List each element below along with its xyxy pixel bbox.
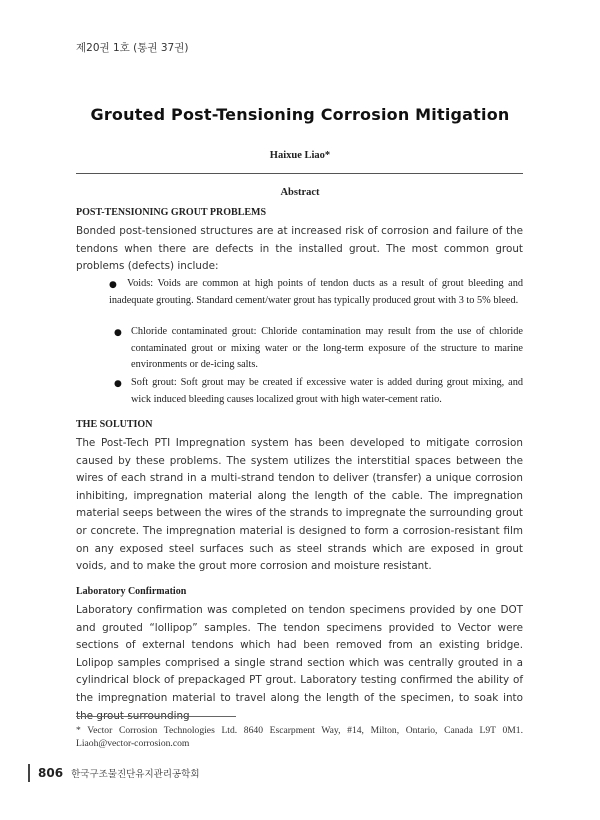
problems-intro-paragraph: Bonded post-tensioned structures are at increased risk of corrosion and failure of the tendons when there are defects in the installed grout. The most common grout problems (defects) include:: [76, 225, 523, 273]
title-divider: [76, 173, 523, 174]
footer-bar: [28, 764, 30, 782]
author-name: Haixue Liao*: [269, 150, 331, 161]
author-footnote: * Vector Corrosion Technologies Ltd. 8640 Escarpment Way, #14, Milton, Ontario, Canada L9T 0M1. Liaoh@vector-corrosion.com: [76, 725, 523, 749]
lab-paragraph: Laboratory confirmation was completed on tendon specimens provided by one DOT and grouted “lollipop” samples. The tendon specimens provided to Vector were sections of external tendons which had been removed from an existing bridge. Lolipop samples comprised a single strand section which was centrally grouted in a cylindrical block of prepackaged PT grout. Laboratory testing confirmed the ability of the impregnation material to travel along the length of the specimen, to soak into the grout surrounding: [76, 604, 523, 722]
section-heading-lab: Laboratory Confirmation: [76, 586, 187, 597]
bullet-chloride: Chloride contaminated grout: Chloride contamination may result from the use of chloride contaminated grout or mixing water or the long-term exposure of the structure to marine environments or de-icing salts.: [131, 326, 523, 371]
paper-title: Grouted Post-Tensioning Corrosion Mitigation: [90, 105, 510, 124]
section-heading-solution: THE SOLUTION: [76, 419, 153, 430]
bullet-soft-grout: Soft grout: Soft grout may be created if excessive water is added during grout mixing, and wick induced bleeding causes localized grout with high water-cement ratio.: [131, 377, 523, 405]
bullet-dot-icon: ●: [109, 280, 117, 290]
journal-volume-header: 제20권 1호 (통권 37권): [76, 42, 189, 54]
page-number: 806: [38, 766, 64, 780]
abstract-heading: Abstract: [280, 187, 320, 198]
section-heading-problems: POST-TENSIONING GROUT PROBLEMS: [76, 207, 267, 218]
page-footer: [28, 763, 200, 783]
bullet-dot-icon: ●: [114, 379, 122, 389]
journal-name: 한국구조물진단유지관리공학회: [71, 769, 200, 780]
bullet-voids: Voids: Voids are common at high points of tendon ducts as a result of grout bleeding and inadequate grouting. Standard cement/water grout has typically produced grout with 3 to 5% bleed.: [109, 278, 523, 306]
bullet-dot-icon: ●: [114, 328, 122, 338]
footnote-divider: [76, 716, 236, 717]
solution-paragraph: The Post-Tech PTI Impregnation system has been developed to mitigate corrosion caused by these problems. The system utilizes the interstitial spaces between the wires of each strand in a multi-strand tendon to deliver (transfer) a unique corrosion inhibiting, impregnation material along the length of the cable. The impregnation material seeps between the wires of the strands to impregnate the surrounding grout or concrete. The impregnation material is designed to form a corrosion-resistant film on any exposed steel surfaces such as steel strands which are exposed in grout voids, and to make the grout more corrosion and moisture resistant.: [76, 437, 523, 573]
